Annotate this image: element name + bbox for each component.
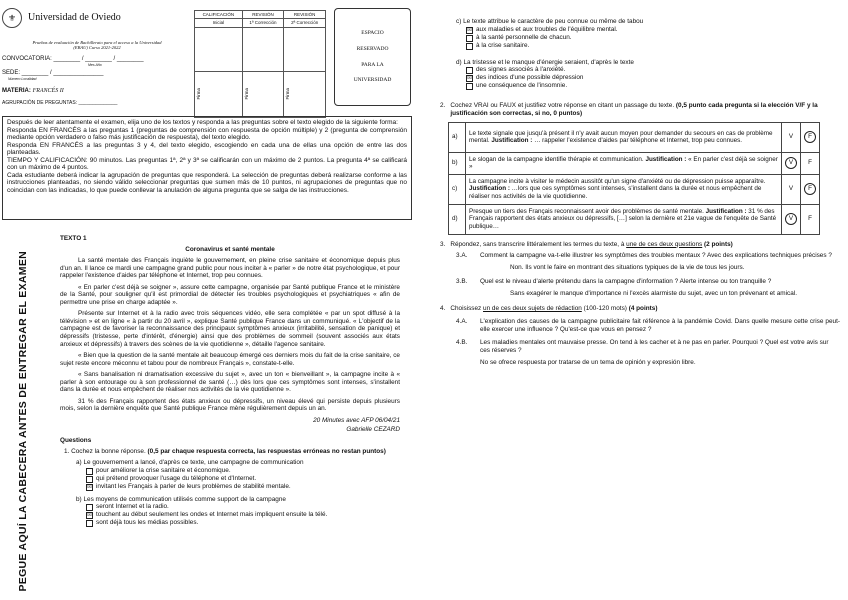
checkbox[interactable]: ☒ (467, 75, 472, 82)
reserved-line-1: RESERVADO (356, 45, 389, 52)
vf-statement: Le texte signale que jusqu'à présent il n'y avait aucun moyen pour demander du secours en cas de problème mental. (469, 129, 773, 145)
sign-cell-1[interactable] (242, 71, 284, 117)
question-1 (64, 448, 400, 528)
convocatoria-field[interactable] (2, 56, 144, 63)
side-banner-text: PEGUE AQUÍ LA CABECERA ANTES DE ENTREGAR EL EXAMEN (16, 250, 29, 592)
sign-label: Firma (196, 87, 201, 100)
grade-header-2: REVISIÓN (284, 11, 326, 19)
text-paragraph: Présente sur Internet et à la radio avec trois séquences vidéo, elle sera complétée « par un spot diffusé à la télévision » et en ligne « à partir du 20 avril », explique Santé publique France dans un communiqué. « L'objectif de la campagne est de favoriser la reconnaissance des principaux symptômes anxieux (irritabilité, sensation de panique) et dépressifs (tristesse, perte d'intérêt, d'énergie) ainsi que des problèmes de sommeil (souvent associés aux états anxieux et dépressifs) à travers des scènes de la vie quotidienne », détaille l'agence sanitaire. (60, 310, 400, 348)
materia-label: MATERIA: (2, 88, 31, 94)
instruction-3: TIEMPO Y CALIFICACIÓN: 90 minutos. Las preguntas 1ª, 2ª y 3ª se calificarán con un máximo de 2 puntos. La pregunta 4ª se calificará con un máximo de 4 puntos. (7, 156, 407, 172)
q3-item (456, 278, 840, 297)
q1-option[interactable] (86, 511, 400, 519)
vf-justification: « En parler c'est déjà se soigner » (469, 155, 778, 171)
materia-value: FRANCÉS II (32, 88, 64, 94)
instruction-2: Responda EN FRANCÉS a las preguntas 3 y 4, del texto elegido, escogiendo en cada una de ellas una opción de entre las dos planteadas. (7, 141, 407, 157)
checkbox[interactable]: ☒ (87, 512, 92, 519)
convocatoria-sub: Mes Año (88, 63, 102, 67)
q1-option[interactable] (466, 66, 840, 74)
q3-bold: (2 points) (702, 240, 733, 248)
true-option[interactable]: V (785, 157, 797, 169)
text-paragraph: La santé mentale des Français inquiète le gouvernement, en pleine crise sanitaire et économique depuis plus d'un an. Il lance ce mardi une campagne grand public pour nous inciter à « parler » de notre état psychologique, et pour rappeler l'existence d'aides par téléphone et Internet, trop peu connues. (60, 257, 400, 280)
q4-item (456, 339, 840, 366)
text-author: Gabrielle CEZARD (346, 426, 400, 434)
q4-text: Choisissez (450, 305, 484, 313)
q3-item-number: 3.B. (456, 277, 468, 285)
vf-row (449, 204, 820, 234)
q3-text: Répondez, sans transcrire littéralement les termes du texte, à (450, 240, 627, 248)
vf-letter: c) (452, 185, 458, 193)
checkbox[interactable] (86, 468, 93, 475)
false-option[interactable]: F (808, 159, 812, 167)
q4-bold: (4 points) (628, 305, 658, 313)
question-4 (440, 305, 840, 366)
vf-letter: a) (452, 133, 458, 141)
q1-text: Cochez la bonne réponse. (71, 447, 146, 455)
q3-item-answer: Sans exagérer le manque d'importance ni l'excès alarmiste du sujet, avec un ton prévenant et amical. (510, 289, 797, 297)
option-text: invitant les Français à parler de leurs problèmes de stabilité mentale. (96, 482, 291, 490)
side-banner (2, 246, 44, 596)
q4-number: 4. (440, 305, 446, 313)
option-text: à la santé personnelle de chacun. (476, 33, 572, 41)
text-label: TEXTO 1 (60, 235, 87, 242)
questions-label: Questions (60, 437, 92, 445)
q1-stem: Le texte attribue le caractère de peu connue ou même de tabou (463, 18, 644, 25)
exam-line-1: Pruebas de evaluación de Bachillerato para el acceso a la Universidad (32, 40, 162, 45)
q1-item-c (456, 18, 840, 50)
vf-justification-label: Justification : (705, 207, 747, 215)
q1-option[interactable] (466, 82, 840, 90)
true-option[interactable]: V (785, 213, 797, 225)
q1-letter: c) (456, 18, 462, 25)
checkbox[interactable]: ☒ (87, 483, 92, 490)
agrupacion-label: AGRUPACIÓN DE PREGUNTAS: ______________ (2, 100, 118, 106)
agrupacion-field[interactable] (2, 100, 117, 106)
vf-justification: …lors que ces symptômes sont intenses, s'installent dans la durée et nous empêchent de réaliser nos activités de la vie quotidienne. (469, 185, 762, 201)
q1-item-b (76, 496, 400, 528)
q2-number: 2. (440, 102, 446, 110)
checkbox[interactable] (466, 83, 473, 90)
vf-justification-label: Justification : (491, 137, 533, 145)
q3-number: 3. (440, 240, 446, 248)
q1-letter: a) (76, 459, 82, 467)
true-option[interactable]: V (788, 133, 794, 141)
vf-statement: La campagne incite à visiter le médecin aussitôt qu'un signe d'anxiété ou de dépression puisse apparaître. (469, 177, 766, 185)
q1-number: 1. (64, 447, 70, 455)
q4-item (456, 318, 840, 333)
q1-option[interactable] (86, 519, 400, 527)
q2-text: Cochez VRAI ou FAUX et justifiez votre réponse en citant un passage du texte. (450, 102, 675, 110)
option-text: une conséquence de l'insomnie. (476, 82, 568, 90)
sign-cell-0[interactable] (195, 71, 243, 117)
reserved-box (334, 8, 411, 106)
q1-letter: d) (456, 58, 462, 66)
checkbox[interactable] (466, 67, 473, 74)
option-text: seront Internet et la radio. (96, 503, 169, 511)
grade-subheader-2: 2ª Corrección (284, 19, 326, 27)
q1-stem: Les moyens de communication utilisés comme support de la campagne (83, 495, 286, 503)
option-text: pour améliorer la crise sanitaire et économique. (96, 466, 231, 474)
q3-item-number: 3.A. (456, 252, 468, 260)
reserved-line-2: PARA LA (361, 61, 384, 68)
q4-item-answer: No se ofrece respuesta por tratarse de un tema de opinión y expresión libre. (480, 358, 696, 366)
checkbox[interactable] (86, 476, 93, 483)
q2-bold: (0,5 punto cada pregunta si la elección V/F y la justificación son correctas, si no, 0 puntos) (450, 102, 818, 118)
false-option[interactable]: F (804, 131, 816, 143)
question-2 (440, 102, 840, 234)
q1-option[interactable] (86, 503, 400, 511)
option-text: aux maladies et aux troubles de l'équilibre mental. (476, 25, 618, 33)
q3-item-question: Comment la campagne va-t-elle illustrer les symptômes des troubles mentaux ? Avec des explications techniques précises ? (480, 252, 832, 260)
instruction-0: Después de leer atentamente el examen, elija uno de los textos y responda a las preguntas sobre el texto elegido de la siguiente forma: (7, 119, 398, 126)
option-text: des indices d'une possible dépression (476, 74, 584, 82)
q3-underline: une de ces deux questions (626, 240, 703, 248)
q3-item (456, 252, 840, 271)
reserved-line-0: ESPACIO (361, 30, 384, 37)
text-title: Coronavirus et santé mentale (185, 245, 275, 253)
q1-stem: Le gouvernement a lancé, d'après ce texte, une campagne de communication (83, 459, 304, 467)
q1-option[interactable] (86, 467, 400, 475)
q4-item-question: Les maladies mentales ont mauvaise presse. On tend à les cacher et à ne pas en parler. Pourquoi ? Quel est votre avis sur ces réserves ? (480, 339, 829, 354)
q4-underline: un de ces deux sujets de rédaction (483, 305, 582, 313)
vf-table (448, 122, 820, 235)
vf-row (449, 152, 820, 174)
sign-cell-2[interactable] (284, 71, 326, 117)
vf-row (449, 122, 820, 152)
exam-line-2: (EBAU) Curso 2021-2022 (73, 45, 121, 51)
vf-letter: d) (452, 215, 458, 223)
q1-option[interactable] (86, 475, 400, 483)
vf-justification: … rappeler l'existence d'aides par téléphone et Internet, trop peu connues. (532, 137, 742, 145)
checkbox[interactable] (466, 43, 473, 50)
q1-option[interactable] (466, 34, 840, 42)
false-option[interactable]: F (804, 183, 816, 195)
vf-justification: 31 % des Français rapportent des états anxieux ou dépressifs, […] selon la dernière et 21e vague de l'enquête de Santé publique… (469, 207, 777, 231)
university-seal-icon: ⚜ (2, 8, 22, 28)
reserved-line-3: UNIVERSIDAD (353, 77, 392, 84)
university-logo-block (2, 8, 192, 28)
vf-justification-label: Justification : (645, 155, 687, 163)
vf-justification-label: Justification : (469, 185, 510, 193)
grade-cell-0[interactable] (195, 27, 243, 71)
q1-option[interactable] (466, 42, 840, 50)
true-option[interactable]: V (788, 185, 794, 193)
q4-mid: (100-120 mots) (581, 305, 629, 313)
right-column (440, 18, 840, 366)
q1-option[interactable] (466, 74, 840, 82)
grade-subheader-1: 1ª Corrección (242, 19, 284, 27)
vf-statement: Presque un tiers des Français reconnaissent avoir des problèmes de santé mentale. (469, 207, 704, 215)
instruction-4: Cada estudiante deberá indicar la agrupación de preguntas que responderá. La selección de preguntas deberá realizarse conforme a las instrucciones planteadas, no siendo válido seleccionar preguntas que sumen más de 10 puntos, ni agrupaciones de preguntas que no coincidan con las indicadas, lo que puede conllevar la anulación de alguna pregunta que se salga de las instrucciones. (7, 171, 407, 194)
option-text: qui prétend provoquer l'usage du téléphone et d'Internet. (96, 474, 257, 482)
text-column (60, 235, 400, 527)
convocatoria-label: CONVOCATORIA: ________ / ________ / ________ (2, 56, 144, 62)
option-text: touchent au début seulement les ondes et Internet mais impliquent ensuite la télé. (96, 511, 328, 519)
checkbox[interactable]: ☒ (467, 26, 472, 33)
text-paragraph: 31 % des Français rapportent des états anxieux ou dépressifs, un niveau élevé qui persiste depuis plusieurs mois, selon la dernière enquête que Santé publique France mène régulièrement depuis un an. (60, 397, 400, 413)
grade-cell-1[interactable] (242, 27, 284, 71)
text-paragraph: « Bien que la question de la santé mentale ait beaucoup émergé ces derniers mois du fait de la crise sanitaire, ce sujet reste encore méconnu et tabou pour de nombreux Français », constate-t-elle. (60, 352, 400, 367)
text-paragraph: « Sans banalisation ni dramatisation excessive du sujet », avec un ton « bienveillant », la campagne incite à « parler à son entourage ou à son professionnel de santé (…) dès lors que ces symptômes sont intenses, s'installent dans la durée et nous empêchent de réaliser nos activités de la vie quotidienne ». (60, 371, 400, 394)
q1-item-d (456, 59, 840, 91)
q1-option[interactable] (466, 26, 840, 34)
q1-option[interactable] (86, 483, 400, 491)
university-name: Universidad de Oviedo (28, 12, 121, 23)
option-text: des signes associés à l'anxiété. (476, 66, 566, 74)
exam-heading (2, 40, 192, 51)
false-option[interactable]: F (808, 215, 812, 223)
grade-header-0: CALIFICACIÓN (195, 11, 243, 19)
option-text: à la crise sanitaire. (476, 41, 530, 49)
materia-field (2, 88, 64, 95)
sede-sub: Número Localidad (8, 77, 37, 81)
instructions-box (2, 116, 412, 220)
checkbox[interactable] (466, 35, 473, 42)
vf-row (449, 174, 820, 204)
grade-subheader-0: Inicial (195, 19, 243, 27)
sede-label: SEDE: ________ / _______________ (2, 70, 104, 76)
sign-label: Firma (243, 87, 249, 100)
grade-header-1: REVISIÓN (242, 11, 284, 19)
checkbox[interactable] (86, 504, 93, 511)
question-3 (440, 241, 840, 297)
q1-item-a (76, 459, 400, 491)
vf-letter: b) (452, 159, 458, 167)
checkbox[interactable] (86, 520, 93, 527)
sign-label: Firma (285, 87, 291, 100)
q4-item-number: 4.A. (456, 317, 468, 325)
grades-table (194, 10, 326, 118)
text-paragraph: « En parler c'est déjà se soigner », assure cette campagne, organisée par Santé publique France et le ministère de la Santé, pour souligner qu'il est primordial de détecter les troubles psychologiques et psychiatriques « afin de permettre une prise en charge adaptée ». (60, 283, 400, 306)
instruction-1: Responda EN FRANCÉS a las preguntas 1 (preguntas de comprensión con respuesta de opción múltiple) y 2 (pregunta de comprensión mediante opción verdadero o falso más justificación de respuesta), del texto elegido. (7, 126, 407, 142)
text-source: 20 Minutes avec AFP 06/04/21 (313, 416, 400, 424)
option-text: sont déjà tous les médias possibles. (96, 519, 199, 527)
q1-bold: (0,5 par chaque respuesta correcta, las respuestas erróneas no restan puntos) (147, 447, 386, 455)
vf-statement: Le slogan de la campagne identifie thérapie et communication. (469, 155, 644, 163)
q3-item-question: Quel est le niveau d'alerte prétendu dans la campagne d'information ? Alerte intense ou ton tranquille ? (480, 277, 772, 285)
q4-item-question: L'explication des causes de la campagne publicitaire fait référence à la pandémie Covid. Dans quelle mesure cette crise peut-elle exercer une influence ? Qu'est-ce que vous en pensez ? (480, 317, 840, 333)
q4-item-number: 4.B. (456, 339, 468, 347)
q1-stem: La tristesse et le manque d'énergie seraient, d'après le texte (463, 58, 634, 66)
grade-cell-2[interactable] (284, 27, 326, 71)
q3-item-answer: Non. Ils vont le faire en montrant des situations typiques de la vie de tous les jours. (510, 264, 745, 272)
q1-letter: b) (76, 495, 82, 503)
